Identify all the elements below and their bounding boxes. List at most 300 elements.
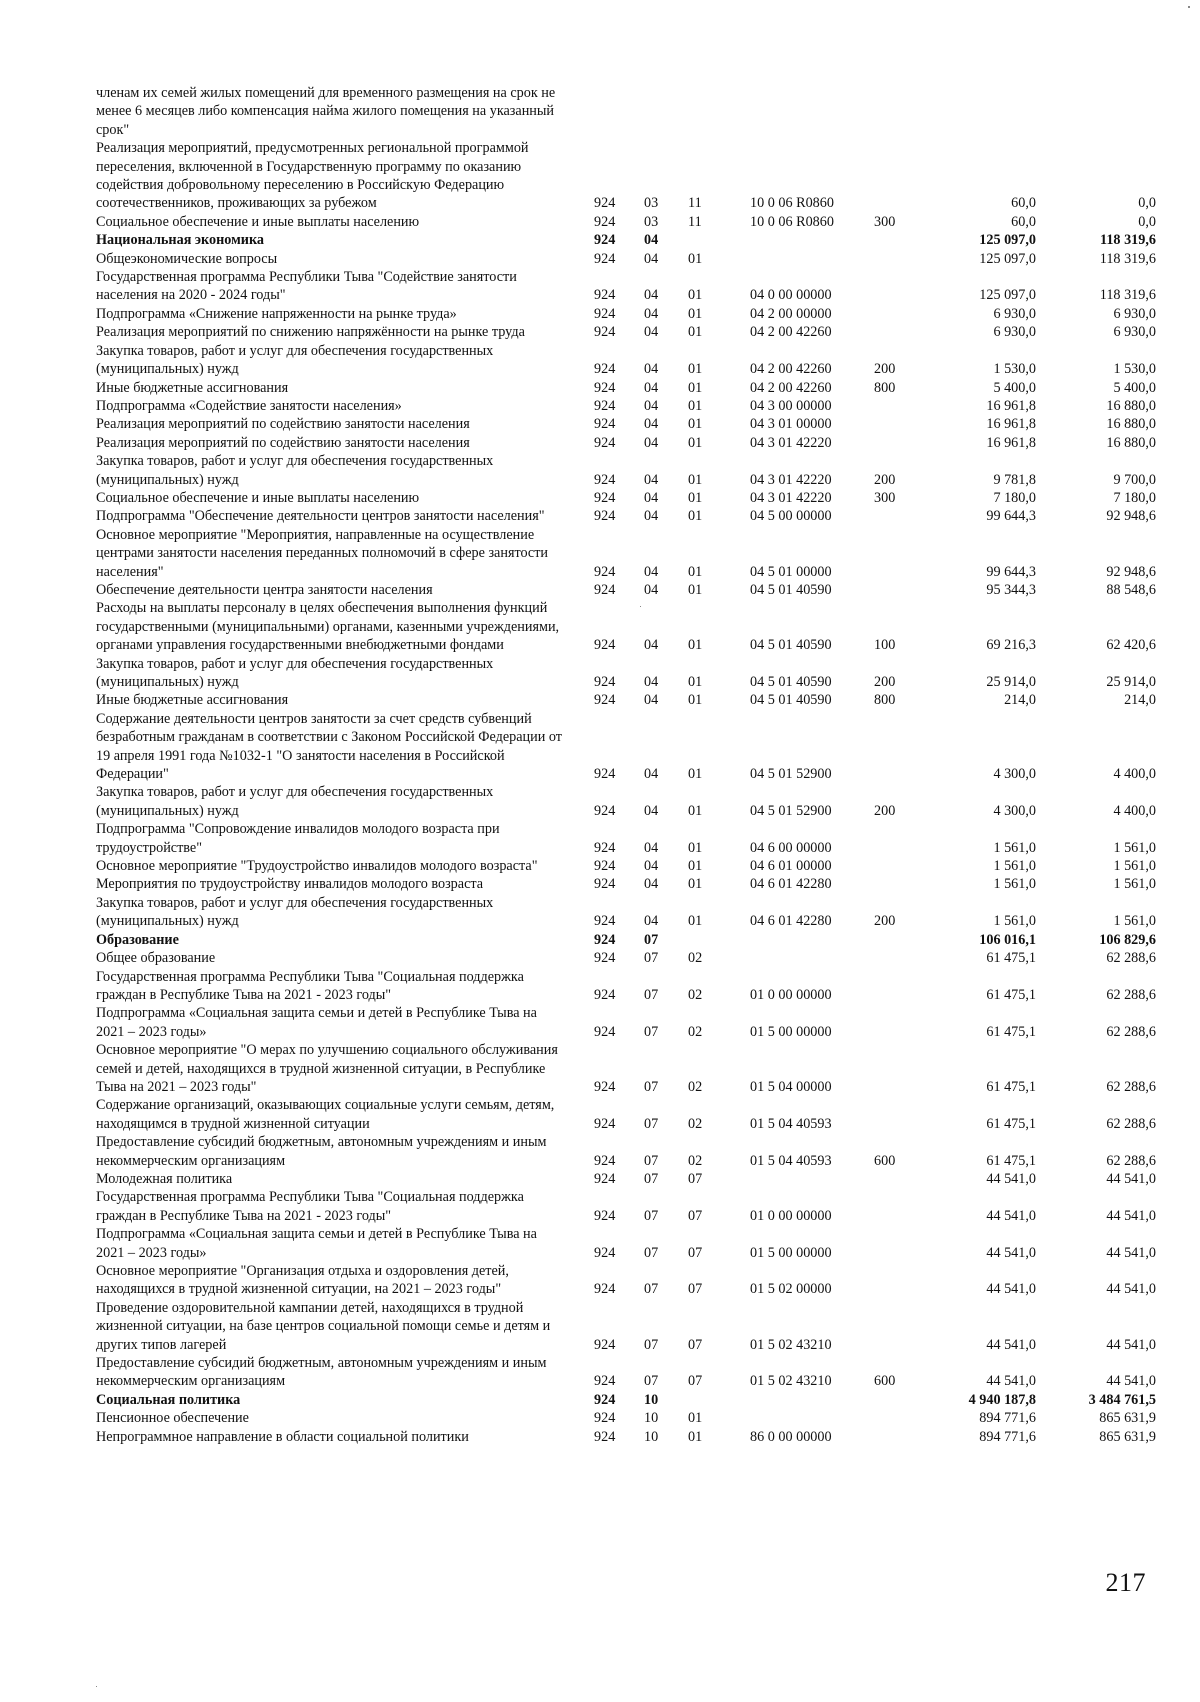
amount-year-2: 16 880,0: [1106, 397, 1156, 414]
expense-type-code: 200: [874, 913, 896, 930]
amount-year-1: 1 561,0: [993, 913, 1036, 930]
amount-year-1: 44 541,0: [986, 1244, 1036, 1261]
table-row: [96, 1428, 1162, 1446]
section-code: 07: [644, 950, 659, 967]
expense-type-code: [874, 507, 924, 525]
grbs-code: 924: [594, 1410, 616, 1427]
grbs-code: 924: [594, 1170, 616, 1187]
amount-year-2: 44 541,0: [1106, 1336, 1156, 1353]
section-code: 04: [644, 692, 659, 709]
subsection-code: 01: [688, 858, 703, 875]
table-row: [96, 434, 1162, 452]
table-row: [96, 379, 1162, 397]
item-name: Реализация мероприятий по снижению напряжённости на рынке труда: [96, 324, 525, 341]
amount-year-1: 61 475,1: [986, 1023, 1036, 1040]
table-row: [96, 1188, 1162, 1225]
amount-year-2: 62 288,6: [1106, 1023, 1156, 1040]
subsection-code: 07: [688, 1336, 703, 1353]
target-article-code: 01 5 04 00000: [750, 1078, 832, 1095]
amount-year-2: 118 319,6: [1100, 232, 1156, 249]
amount-year-2: 1 530,0: [1113, 361, 1156, 378]
amount-year-1: 16 961,8: [986, 416, 1036, 433]
amount-year-2: 92 948,6: [1106, 508, 1156, 525]
table-row: [96, 1299, 1162, 1354]
grbs-code: 924: [594, 434, 616, 451]
amount-year-1: 6 930,0: [993, 305, 1036, 322]
grbs-code: 924: [594, 563, 616, 580]
subsection-code: 01: [688, 305, 703, 322]
amount-year-2: 6 930,0: [1113, 305, 1156, 322]
target-article-code: 04 5 01 52900: [750, 802, 832, 819]
expense-type-code: [874, 1041, 924, 1096]
grbs-code: 924: [594, 931, 616, 948]
amount-year-2: 118 319,6: [1099, 250, 1156, 267]
table-row: [96, 949, 1162, 967]
target-article-code: 01 5 04 40593: [750, 1115, 832, 1132]
item-name: Общее образование: [96, 950, 216, 967]
section-code: 04: [644, 287, 659, 304]
expense-type-code: 300: [874, 489, 896, 506]
item-name: Подпрограмма «Социальная защита семьи и детей в Республике Тыва на 2021 – 2023 годы»: [96, 1226, 537, 1261]
table-row: [96, 894, 1162, 931]
table-row: [96, 820, 1162, 857]
subsection-code: 07: [688, 1207, 703, 1224]
item-name: Социальная политика: [96, 1391, 241, 1408]
expense-type-code: 600: [874, 1152, 896, 1169]
grbs-code: 924: [594, 637, 616, 654]
amount-year-2: 1 561,0: [1113, 913, 1156, 930]
section-code: 04: [644, 637, 659, 654]
subsection-code: 01: [688, 802, 703, 819]
table-row: [96, 783, 1162, 820]
target-article-code: 04 5 01 52900: [750, 766, 832, 783]
item-name: Мероприятия по трудоустройству инвалидов молодого возраста: [96, 876, 484, 893]
expense-type-code: [874, 84, 924, 139]
section-code: 04: [644, 471, 659, 488]
amount-year-2: 44 541,0: [1106, 1244, 1156, 1261]
grbs-code: 924: [594, 802, 616, 819]
subsection-code: [688, 84, 750, 139]
table-row: [96, 710, 1162, 784]
item-name: Основное мероприятие "Трудоустройство инвалидов молодого возраста": [96, 858, 538, 875]
section-code: 04: [644, 324, 659, 341]
target-article-code: 04 3 01 42220: [750, 471, 832, 488]
expense-type-code: [874, 397, 924, 415]
expense-type-code: [874, 710, 924, 784]
amount-year-1: 60,0: [1011, 195, 1036, 212]
target-article-code: 04 6 01 42280: [750, 876, 832, 893]
grbs-code: 924: [594, 1281, 616, 1298]
grbs-code: 924: [594, 1115, 616, 1132]
section-code: 04: [644, 581, 659, 598]
section-code: 04: [644, 766, 659, 783]
expense-type-code: 100: [874, 637, 896, 654]
grbs-code: 924: [594, 766, 616, 783]
table-row: [96, 507, 1162, 525]
grbs-code: 924: [594, 416, 616, 433]
expense-type-code: 200: [874, 471, 896, 488]
amount-year-2: 5 400,0: [1113, 379, 1156, 396]
grbs-code: 924: [594, 508, 616, 525]
amount-year-2: 62 288,6: [1106, 1115, 1156, 1132]
amount-year-1: 1 561,0: [993, 876, 1036, 893]
section-code: 07: [644, 1336, 659, 1353]
target-article-code: [750, 1391, 874, 1409]
subsection-code: 01: [688, 692, 703, 709]
section-code: 04: [644, 858, 659, 875]
subsection-code: 11: [688, 195, 702, 212]
section-code: 07: [644, 986, 659, 1003]
target-article-code: 04 3 00 00000: [750, 397, 832, 414]
amount-year-2: 7 180,0: [1113, 489, 1156, 506]
amount-year-1: 1 561,0: [993, 858, 1036, 875]
expense-type-code: [874, 1188, 924, 1225]
table-row: [96, 139, 1162, 213]
expense-type-code: 300: [874, 213, 896, 230]
section-code: [644, 84, 688, 139]
subsection-code: 01: [688, 471, 703, 488]
section-code: 04: [644, 250, 659, 267]
target-article-code: [750, 250, 874, 268]
table-row: [96, 857, 1162, 875]
target-article-code: 04 6 00 00000: [750, 839, 832, 856]
amount-year-2: 92 948,6: [1106, 563, 1156, 580]
item-name: Проведение оздоровительной кампании детей, находящихся в трудной жизненной ситуации, на базе центров социальной помощи семье и детям и других типов лагерей: [96, 1299, 551, 1353]
item-name: Социальное обеспечение и иные выплаты населению: [96, 213, 420, 230]
table-row: [96, 489, 1162, 507]
grbs-code: 924: [594, 250, 616, 267]
amount-year-1: 894 771,6: [979, 1428, 1036, 1445]
amount-year-1: 5 400,0: [993, 379, 1036, 396]
item-name: Государственная программа Республики Тыва "Социальная поддержка граждан в Республике Тыва на 2021 - 2023 годы": [96, 1189, 524, 1224]
grbs-code: 924: [594, 489, 616, 506]
target-article-code: 04 5 00 00000: [750, 508, 832, 525]
section-code: 07: [644, 1207, 659, 1224]
table-row: [96, 875, 1162, 893]
amount-year-1: 61 475,1: [986, 986, 1036, 1003]
subsection-code: 07: [688, 1244, 703, 1261]
amount-year-1: [924, 84, 1048, 139]
section-code: 07: [644, 1078, 659, 1095]
item-name: Предоставление субсидий бюджетным, автономным учреждениям и иным некоммерческим организациям: [96, 1134, 547, 1169]
grbs-code: 924: [594, 1373, 616, 1390]
item-name: Социальное обеспечение и иные выплаты населению: [96, 489, 420, 506]
amount-year-2: 62 420,6: [1106, 637, 1156, 654]
target-article-code: 86 0 00 00000: [750, 1428, 832, 1445]
expense-type-code: 800: [874, 692, 896, 709]
subsection-code: [688, 231, 750, 249]
target-article-code: 01 5 00 00000: [750, 1244, 832, 1261]
table-row: [96, 452, 1162, 489]
table-row: [96, 305, 1162, 323]
grbs-code: 924: [594, 305, 616, 322]
table-row: [96, 342, 1162, 379]
item-name: Подпрограмма «Снижение напряженности на рынке труда»: [96, 305, 457, 322]
item-name: Иные бюджетные ассигнования: [96, 379, 289, 396]
table-row: [96, 397, 1162, 415]
section-code: 04: [644, 305, 659, 322]
table-row: [96, 213, 1162, 231]
target-article-code: [750, 931, 874, 949]
amount-year-2: 16 880,0: [1106, 416, 1156, 433]
table-row: [96, 655, 1162, 692]
item-name: Содержание деятельности центров занятости за счет средств субвенций безработным гражданам в соответствии с Законом Российской Федерации от 19 апреля 1991 года №1032-1 "О занятости населения в Российской Федерации": [96, 710, 562, 783]
expense-type-code: [874, 1299, 924, 1354]
amount-year-1: 6 930,0: [993, 324, 1036, 341]
subsection-code: 01: [688, 563, 703, 580]
section-code: 10: [644, 1391, 659, 1408]
amount-year-1: 69 216,3: [986, 637, 1036, 654]
subsection-code: 01: [688, 1410, 703, 1427]
amount-year-1: 9 781,8: [993, 471, 1036, 488]
table-row: [96, 1170, 1162, 1188]
expense-type-code: 600: [874, 1373, 896, 1390]
grbs-code: 924: [594, 1023, 616, 1040]
subsection-code: 02: [688, 950, 703, 967]
amount-year-1: 25 914,0: [986, 674, 1036, 690]
amount-year-2: 25 914,0: [1106, 674, 1156, 690]
section-code: 04: [644, 508, 659, 525]
subsection-code: 01: [688, 397, 703, 414]
target-article-code: 01 5 02 43210: [750, 1336, 832, 1353]
amount-year-1: 4 940 187,8: [968, 1391, 1036, 1408]
target-article-code: 04 2 00 42260: [750, 379, 832, 396]
expense-type-code: [874, 250, 924, 268]
grbs-code: [574, 84, 644, 139]
item-name: Национальная экономика: [96, 232, 265, 249]
amount-year-1: 61 475,1: [986, 950, 1036, 967]
subsection-code: 01: [688, 379, 703, 396]
amount-year-1: 1 530,0: [993, 361, 1036, 378]
amount-year-1: 125 097,0: [979, 250, 1036, 267]
subsection-code: 11: [688, 213, 702, 230]
amount-year-2: 865 631,9: [1099, 1410, 1156, 1427]
expense-type-code: [874, 415, 924, 433]
target-article-code: 10 0 06 R0860: [750, 213, 834, 230]
amount-year-1: 214,0: [1004, 692, 1036, 709]
target-article-code: 10 0 06 R0860: [750, 195, 834, 212]
amount-year-1: 106 016,1: [979, 931, 1036, 948]
target-article-code: 04 5 01 40590: [750, 674, 832, 690]
section-code: 04: [644, 839, 659, 856]
subsection-code: 01: [688, 434, 703, 451]
section-code: 04: [644, 876, 659, 893]
table-row: [96, 268, 1162, 305]
table-row: [96, 1041, 1162, 1096]
section-code: 04: [644, 379, 659, 396]
grbs-code: 924: [594, 1078, 616, 1095]
table-row: [96, 1409, 1162, 1427]
amount-year-1: 7 180,0: [993, 489, 1036, 506]
subsection-code: 02: [688, 1023, 703, 1040]
item-name: Общеэкономические вопросы: [96, 250, 278, 267]
subsection-code: [688, 931, 750, 949]
subsection-code: 01: [688, 324, 703, 341]
item-name: Закупка товаров, работ и услуг для обеспечения государственных (муниципальных) нужд: [96, 453, 494, 488]
target-article-code: 04 0 00 00000: [750, 287, 832, 304]
page-number: 217: [1105, 1568, 1146, 1597]
section-code: 07: [644, 1244, 659, 1261]
target-article-code: [750, 1409, 874, 1427]
amount-year-2: 0,0: [1138, 195, 1156, 212]
item-name: Подпрограмма «Содействие занятости населения»: [96, 397, 402, 414]
subsection-code: [688, 1391, 750, 1409]
item-name: Расходы на выплаты персоналу в целях обеспечения выполнения функций государственными (муниципальными) органами, казенными учреждениями, органами управления государственными внебюджетными фондами: [96, 600, 560, 654]
target-article-code: 04 5 01 40590: [750, 581, 832, 598]
target-article-code: 01 5 02 00000: [750, 1281, 832, 1298]
amount-year-2: 1 561,0: [1113, 858, 1156, 875]
expense-type-code: [874, 875, 924, 893]
subsection-code: 02: [688, 986, 703, 1003]
amount-year-1: 44 541,0: [986, 1170, 1036, 1187]
item-name: Непрограммное направление в области социальной политики: [96, 1428, 469, 1445]
expense-type-code: [874, 968, 924, 1005]
amount-year-2: 4 400,0: [1113, 802, 1156, 819]
amount-year-2: 1 561,0: [1113, 876, 1156, 893]
expense-type-code: [874, 1096, 924, 1133]
grbs-code: 924: [594, 379, 616, 396]
expense-type-code: [874, 1391, 924, 1409]
target-article-code: 01 0 00 00000: [750, 1207, 832, 1224]
expense-type-code: 200: [874, 361, 896, 378]
item-name: Содержание организаций, оказывающих социальные услуги семьям, детям, находящимся в трудной жизненной ситуации: [96, 1097, 555, 1132]
table-row-section: [96, 231, 1162, 249]
amount-year-1: 44 541,0: [986, 1336, 1036, 1353]
amount-year-2: 62 288,6: [1106, 1152, 1156, 1169]
item-name: Иные бюджетные ассигнования: [96, 692, 289, 709]
amount-year-2: 88 548,6: [1106, 581, 1156, 598]
section-code: 07: [644, 1023, 659, 1040]
subsection-code: 07: [688, 1373, 703, 1390]
amount-year-2: 16 880,0: [1106, 434, 1156, 451]
section-code: 04: [644, 361, 659, 378]
grbs-code: 924: [594, 324, 616, 341]
item-name: Молодежная политика: [96, 1170, 233, 1187]
amount-year-2: 44 541,0: [1106, 1281, 1156, 1298]
item-name: Закупка товаров, работ и услуг для обеспечения государственных (муниципальных) нужд: [96, 784, 494, 819]
target-article-code: 04 3 01 42220: [750, 489, 832, 506]
target-article-code: 01 5 00 00000: [750, 1023, 832, 1040]
item-name: Закупка товаров, работ и услуг для обеспечения государственных (муниципальных) нужд: [96, 342, 494, 378]
amount-year-1: 16 961,8: [986, 397, 1036, 414]
amount-year-2: 3 484 761,5: [1088, 1391, 1156, 1408]
subsection-code: 01: [688, 1428, 703, 1445]
table-row-section: [96, 1391, 1162, 1409]
section-code: 04: [644, 397, 659, 414]
expense-type-code: 800: [874, 379, 896, 396]
target-article-code: 04 2 00 42260: [750, 324, 832, 341]
item-name: Государственная программа Республики Тыва "Социальная поддержка граждан в Республике Тыва на 2021 - 2023 годы": [96, 968, 524, 1003]
expense-type-code: 200: [874, 802, 896, 819]
expense-type-code: [874, 268, 924, 305]
grbs-code: 924: [594, 876, 616, 893]
expense-type-code: [874, 1262, 924, 1299]
expense-type-code: [874, 820, 924, 857]
section-code: 07: [644, 931, 659, 948]
target-article-code: 04 2 00 00000: [750, 305, 832, 322]
grbs-code: 924: [594, 1336, 616, 1353]
subsection-code: 01: [688, 913, 703, 930]
section-code: 04: [644, 802, 659, 819]
subsection-code: 01: [688, 287, 703, 304]
amount-year-1: 60,0: [1011, 213, 1036, 230]
grbs-code: 924: [594, 1391, 616, 1408]
subsection-code: 01: [688, 839, 703, 856]
subsection-code: 07: [688, 1170, 703, 1187]
expense-type-code: [874, 949, 924, 967]
section-code: 07: [644, 1281, 659, 1298]
amount-year-2: 214,0: [1124, 692, 1156, 709]
amount-year-2: 4 400,0: [1113, 766, 1156, 783]
amount-year-2: 44 541,0: [1106, 1373, 1156, 1390]
grbs-code: 924: [594, 1428, 616, 1445]
amount-year-2: 62 288,6: [1106, 986, 1156, 1003]
section-code: 04: [644, 416, 659, 433]
amount-year-1: 1 561,0: [993, 839, 1036, 856]
amount-year-2: 62 288,6: [1106, 950, 1156, 967]
grbs-code: 924: [594, 581, 616, 598]
table-row: [96, 250, 1162, 268]
subsection-code: 02: [688, 1078, 703, 1095]
grbs-code: 924: [594, 858, 616, 875]
section-code: 07: [644, 1115, 659, 1132]
target-article-code: 04 3 01 00000: [750, 416, 832, 433]
grbs-code: 924: [594, 287, 616, 304]
amount-year-2: 0,0: [1138, 213, 1156, 230]
subsection-code: 02: [688, 1152, 703, 1169]
table-row: [96, 84, 1162, 139]
section-code: 04: [644, 913, 659, 930]
amount-year-1: 61 475,1: [986, 1115, 1036, 1132]
table-row-section: [96, 931, 1162, 949]
amount-year-1: 125 097,0: [979, 287, 1036, 304]
amount-year-1: 99 644,3: [986, 508, 1036, 525]
item-name: Основное мероприятие "О мерах по улучшению социального обслуживания семей и детей, находящихся в трудной жизненной ситуации, в Республике Тыва на 2021 – 2023 годы": [96, 1042, 558, 1095]
target-article-code: 04 3 01 42220: [750, 434, 832, 451]
section-code: 04: [644, 489, 659, 506]
section-code: 10: [644, 1428, 659, 1445]
item-name: Подпрограмма "Сопровождение инвалидов молодого возраста при трудоустройстве": [96, 821, 500, 856]
target-article-code: [750, 231, 874, 249]
subsection-code: 07: [688, 1281, 703, 1298]
item-name: Образование: [96, 931, 179, 948]
table-row: [96, 415, 1162, 433]
target-article-code: 01 5 04 40593: [750, 1152, 832, 1169]
item-name: Основное мероприятие "Организация отдыха и оздоровления детей, находящихся в трудной жизненной ситуации, на 2021 – 2023 годы": [96, 1263, 509, 1298]
item-name: Обеспечение деятельности центра занятости населения: [96, 581, 433, 598]
expense-type-code: [874, 857, 924, 875]
item-name: Предоставление субсидий бюджетным, автономным учреждениям и иным некоммерческим организациям: [96, 1355, 547, 1390]
amount-year-1: 99 644,3: [986, 563, 1036, 580]
amount-year-2: 44 541,0: [1106, 1207, 1156, 1224]
item-name: Закупка товаров, работ и услуг для обеспечения государственных (муниципальных) нужд: [96, 894, 494, 930]
amount-year-2: 9 700,0: [1113, 471, 1156, 488]
amount-year-1: 125 097,0: [979, 232, 1036, 249]
section-code: 03: [644, 195, 659, 212]
target-article-code: 04 5 01 00000: [750, 563, 832, 580]
item-name: Закупка товаров, работ и услуг для обеспечения государственных (муниципальных) нужд: [96, 655, 494, 690]
grbs-code: 924: [594, 361, 616, 378]
target-article-code: 04 6 01 42280: [750, 913, 832, 930]
grbs-code: 924: [594, 839, 616, 856]
grbs-code: 924: [594, 674, 616, 690]
subsection-code: 01: [688, 361, 703, 378]
table-row: [96, 581, 1162, 599]
amount-year-1: 44 541,0: [986, 1207, 1036, 1224]
section-code: 04: [644, 563, 659, 580]
table-row: [96, 599, 1162, 654]
amount-year-1: 4 300,0: [993, 766, 1036, 783]
